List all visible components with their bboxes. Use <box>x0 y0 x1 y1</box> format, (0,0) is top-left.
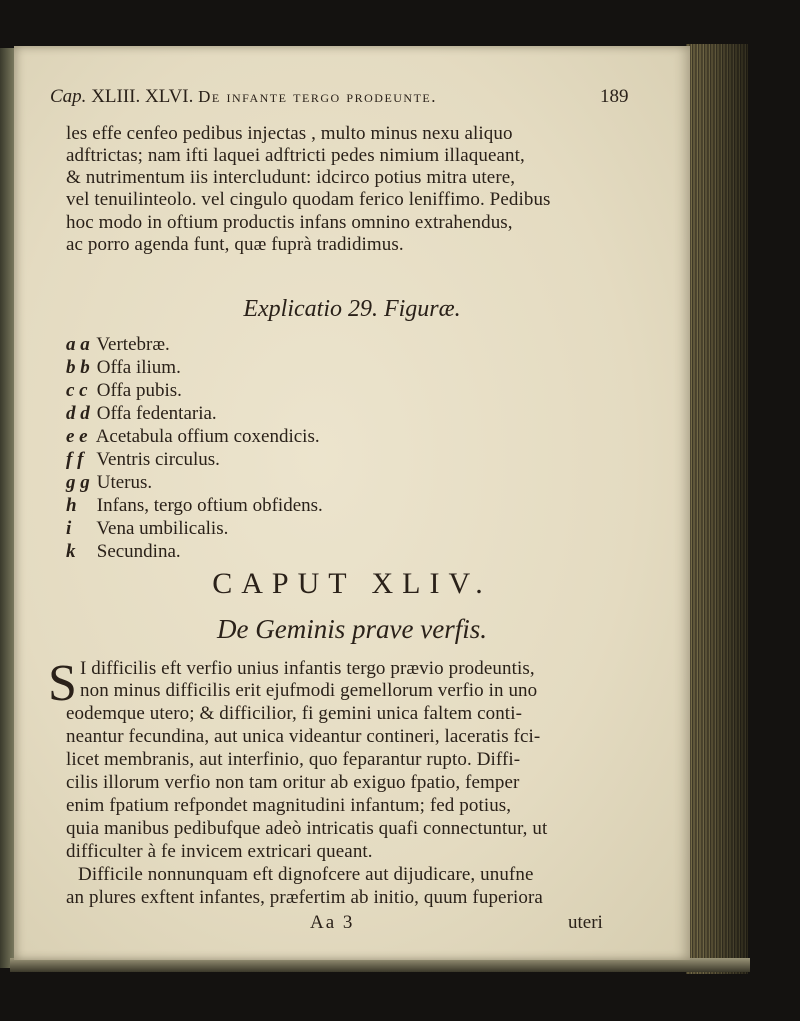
legend-row <box>66 472 152 494</box>
running-head <box>50 86 629 108</box>
body-line: cilis illorum verfio non tam oritur ab exiguo fpatio, femper <box>66 772 520 793</box>
legend-key: d d <box>66 403 90 424</box>
body-line: an plures exftent infantes, præfertim ab initio, quum fuperiora <box>66 887 543 908</box>
legend-key: g g <box>66 472 90 493</box>
legend-label: Vertebræ. <box>96 334 170 355</box>
legend-key: i <box>66 518 72 539</box>
legend-key: c c <box>66 380 88 401</box>
running-head-title: De infante tergo prodeunte. <box>198 87 438 106</box>
legend-row <box>66 380 182 402</box>
intro-line: hoc modo in oftium productis infans omnino extrahendus, <box>66 212 513 233</box>
body-line: Difficile nonnunquam eft dignofcere aut dijudicare, unufne <box>78 864 534 885</box>
intro-line: adftrictas; nam ifti laquei adftricti pedes nimium illaqueant, <box>66 145 525 166</box>
legend-label: Uterus. <box>96 472 153 493</box>
body-line: quia manibus pedibufque adeò intricatis quafi connectuntur, ut <box>66 818 548 839</box>
legend-row <box>66 334 170 356</box>
body-line: I difficilis eft verfio unius infantis tergo prævio prodeuntis, <box>80 658 535 679</box>
legend-key: e e <box>66 426 88 447</box>
legend-key: b b <box>66 357 90 378</box>
body-line: non minus difficilis erit ejufmodi gemellorum verfio in uno <box>80 680 538 701</box>
book-bottom-edge <box>10 958 750 972</box>
page-stack-shadow <box>700 44 748 974</box>
legend-key: h <box>66 495 77 516</box>
page-number: 189 <box>600 86 629 107</box>
legend-row <box>66 449 220 471</box>
legend-row <box>66 403 217 425</box>
legend-label: Infans, tergo oftium obfidens. <box>96 495 323 516</box>
legend-label: Offa pubis. <box>96 380 182 401</box>
signature-mark: Aa 3 <box>310 912 355 933</box>
legend-row <box>66 357 181 379</box>
intro-line: vel tenuilinteolo. vel cingulo quodam ferico leniffimo. Pedibus <box>66 189 551 210</box>
legend-row <box>66 495 323 517</box>
book-page <box>14 46 690 960</box>
legend-key: f f <box>66 449 84 470</box>
legend-label: Offa fedentaria. <box>96 403 217 424</box>
catchword: uteri <box>568 912 603 933</box>
legend-key: k <box>66 541 76 562</box>
legend-row <box>66 426 320 448</box>
intro-line: & nutrimentum iis intercludunt: idcirco potius mitra utere, <box>66 167 516 188</box>
legend-label: Offa ilium. <box>96 357 181 378</box>
chapter-heading: CAPUT XLIV. <box>212 567 492 600</box>
body-line: difficulter à fe invicem extricari queant. <box>66 841 373 862</box>
body-line: enim fpatium refpondet magnitudini infantum; fed potius, <box>66 795 512 816</box>
running-head-chapter-ref: Cap. <box>50 86 87 107</box>
legend-label: Vena umbilicalis. <box>96 518 229 539</box>
intro-line: les effe cenfeo pedibus injectas , multo minus nexu aliquo <box>66 123 513 144</box>
intro-line: ac porro agenda funt, quæ fuprà tradidimus. <box>66 234 404 255</box>
body-line: neantur fecundina, aut unica videantur contineri, laceratis fci- <box>66 726 541 747</box>
body-line: licet membranis, aut interfinio, quo feparantur rupto. Diffi- <box>66 749 521 770</box>
legend-key: a a <box>66 334 90 355</box>
legend-label: Ventris circulus. <box>96 449 220 470</box>
legend-row <box>66 541 181 563</box>
body-line: eodemque utero; & difficilior, fi gemini unica faltem conti- <box>66 703 522 724</box>
legend-row <box>66 518 228 540</box>
drop-cap: S <box>48 655 77 712</box>
running-head-chapter-numbers: XLIII. XLVI. <box>91 86 194 107</box>
legend-label: Acetabula offium coxendicis. <box>95 426 320 447</box>
legend-label: Secundina. <box>96 541 181 562</box>
explicatio-title: Explicatio 29. Figuræ. <box>243 296 461 322</box>
chapter-subtitle: De Geminis prave verfis. <box>217 614 487 644</box>
